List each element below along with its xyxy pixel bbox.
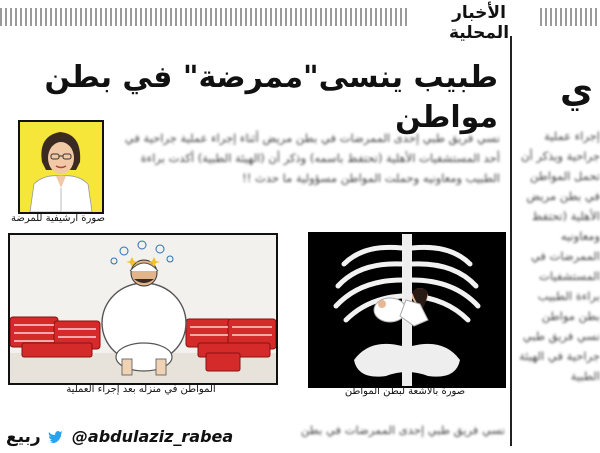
section-header-pattern-right [540,8,600,26]
article-body: نسي فريق طبي إحدى الممرضات في بطن مريض أثناء إجراء عملية جراحية في أحد المستشفيات الأهلية (تحتفظ باسمه) وذكر أن (الهيئة الطبية) أكدت براءة الطبيب ومعاونيه وحملت المواطن مسؤولية ما حدث !! [124,131,500,185]
article-body-continued: نسي فريق طبي إحدى الممرضات في بطن [300,423,505,437]
right-column-body: إجراء عملية جراحية ويذكر أن تحمل المواطن في بطن مريض الأهلية (تحتفظ ومعاونيه الممرضات في المستشفيات براءة الطبيب بطن مواطن نسي فريق طبي جراحية في الهيئة الطبية [519,129,600,383]
patient-cartoon [8,233,278,385]
article-headline: طبيب ينسى"ممرضة" في بطن مواطن [44,60,498,135]
twitter-bird-icon [48,428,64,447]
nurse-caption: صورة ارشيفية للمرضة [10,213,106,224]
section-header-pattern [0,8,410,26]
section-header [0,0,600,43]
right-column-headline: ي [560,70,593,111]
section-title: الأخبار المحلية [448,3,510,43]
xray-cartoon [308,232,506,388]
artist-signature: ربيع [6,427,41,447]
nurse-cartoon [18,120,104,214]
artist-watermark [6,427,233,447]
column-divider [510,36,512,446]
twitter-handle: @abdulaziz_rabea [71,427,234,446]
patient-caption: المواطن في منزله بعد إجراء العملية [66,384,216,395]
xray-caption: صورة بالأشعة لبطن المواطن [344,386,466,397]
